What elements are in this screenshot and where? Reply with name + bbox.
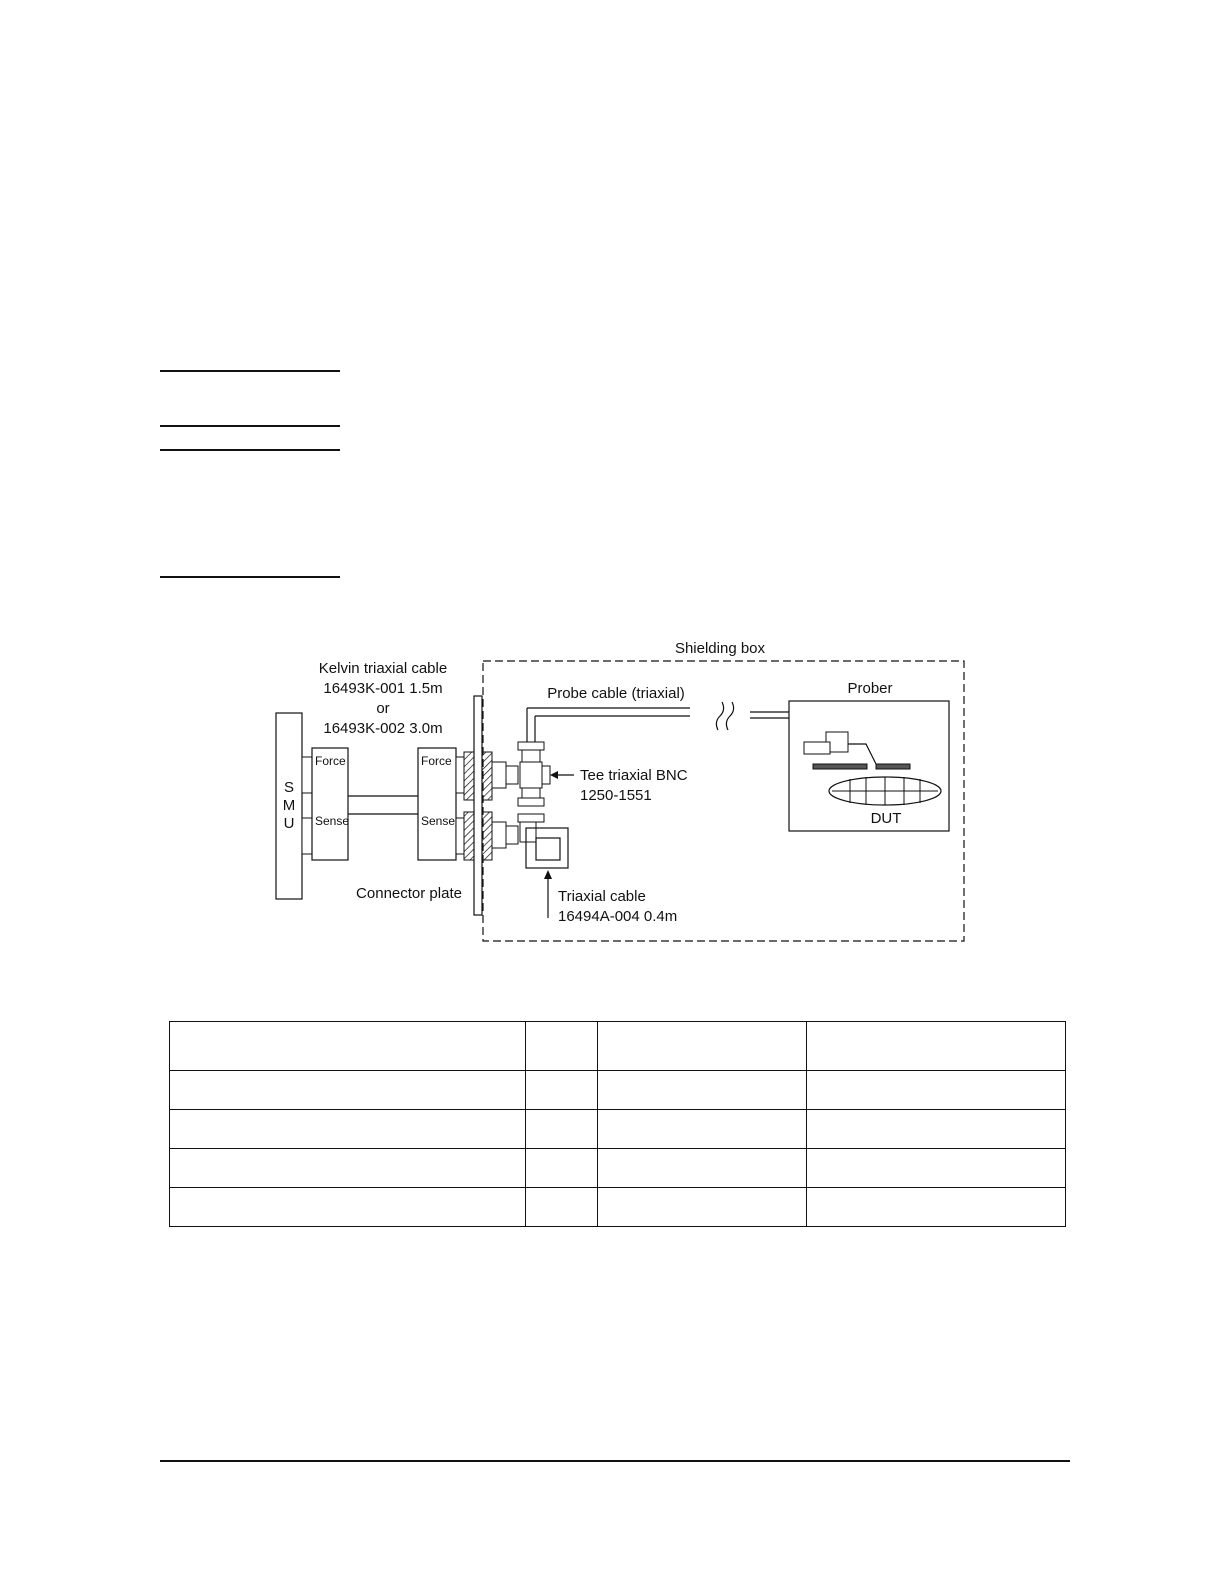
tee-arrow-head: [550, 771, 558, 779]
smu-letter-u: U: [283, 815, 295, 832]
smu-sense-connector: [302, 818, 312, 854]
table-cell: [170, 1110, 526, 1149]
chuck-bar-left: [813, 764, 867, 769]
tee-center-body: [520, 762, 542, 788]
connector-plate-hatch-top: [464, 752, 474, 800]
tee-upper-body: [522, 750, 540, 762]
table-header-cell: [170, 1022, 526, 1071]
probe-body: [804, 742, 830, 754]
tee-label-line1: Tee triaxial BNC: [580, 767, 688, 784]
table-cell: [526, 1110, 598, 1149]
table-cell: [170, 1071, 526, 1110]
kelvin-cable-label-line2: 16493K-001 1.5m: [323, 680, 443, 697]
bnc-nut-bottom: [506, 826, 518, 844]
table-row: [170, 1110, 1066, 1149]
lower-triax-ring: [518, 814, 544, 822]
tee-bottom-ring: [518, 798, 544, 806]
left-force-label: Force: [315, 754, 346, 768]
kelvin-cable-label-line4: 16493K-002 3.0m: [323, 720, 443, 737]
dut-label: DUT: [870, 810, 902, 827]
table-header-cell: [807, 1022, 1066, 1071]
right-sense-label: Sense: [421, 814, 456, 828]
triaxial-cable-label-line1: Triaxial cable: [558, 888, 646, 905]
connector-plate: [474, 696, 482, 915]
chuck-bar-right: [876, 764, 910, 769]
cable-break-mark-1: [716, 702, 723, 730]
shielding-box-label: Shielding box: [674, 640, 766, 657]
prober-label: Prober: [847, 680, 893, 697]
table-row: [170, 1071, 1066, 1110]
right-sense-connector: [456, 818, 464, 854]
table-cell: [807, 1188, 1066, 1227]
tee-lower-body: [522, 788, 540, 798]
table-header-row: [170, 1022, 1066, 1071]
cable-break-mark-2: [726, 702, 733, 730]
left-sense-label: Sense: [315, 814, 350, 828]
smu-force-connector: [302, 757, 312, 793]
table-header-cell: [598, 1022, 807, 1071]
table-cell: [598, 1188, 807, 1227]
kelvin-cable-label-line1: Kelvin triaxial cable: [318, 660, 448, 677]
table-cell: [807, 1110, 1066, 1149]
connector-plate-hatch-bottom: [464, 812, 474, 860]
spec-table: [169, 1021, 1066, 1227]
right-force-connector: [456, 757, 464, 793]
triaxial-cable-label-line2: 16494A-004 0.4m: [558, 908, 678, 925]
lower-triax-body: [520, 822, 536, 842]
table-row: [170, 1188, 1066, 1227]
table-header-cell: [526, 1022, 598, 1071]
right-force-label: Force: [421, 754, 452, 768]
triaxial-cable-loop-inner: [536, 838, 560, 860]
table-cell: [170, 1188, 526, 1227]
table-row: [170, 1149, 1066, 1188]
table-cell: [807, 1149, 1066, 1188]
tee-top-ring: [518, 742, 544, 750]
plate-hatch-bottom-right: [482, 812, 492, 860]
kelvin-cable-label-line3: or: [376, 700, 390, 717]
triax-arrow-head: [544, 870, 552, 879]
tee-label-line2: 1250-1551: [580, 787, 652, 804]
table-cell: [598, 1071, 807, 1110]
bnc-adapter-top: [492, 762, 506, 788]
table-cell: [598, 1149, 807, 1188]
table-cell: [526, 1071, 598, 1110]
tee-side-nut: [542, 766, 550, 784]
table-cell: [526, 1188, 598, 1227]
plate-hatch-top-right: [482, 752, 492, 800]
table-cell: [807, 1071, 1066, 1110]
table-cell: [598, 1110, 807, 1149]
connector-plate-label: Connector plate: [356, 885, 462, 902]
table-cell: [170, 1149, 526, 1188]
bnc-adapter-bottom: [492, 822, 506, 848]
smu-letter-m: M: [282, 797, 296, 814]
table-cell: [526, 1149, 598, 1188]
probe-cable-label: Probe cable (triaxial): [547, 685, 685, 702]
smu-letter-s: S: [283, 779, 295, 796]
footer-rule: [160, 1460, 1070, 1462]
bnc-nut-top: [506, 766, 518, 784]
